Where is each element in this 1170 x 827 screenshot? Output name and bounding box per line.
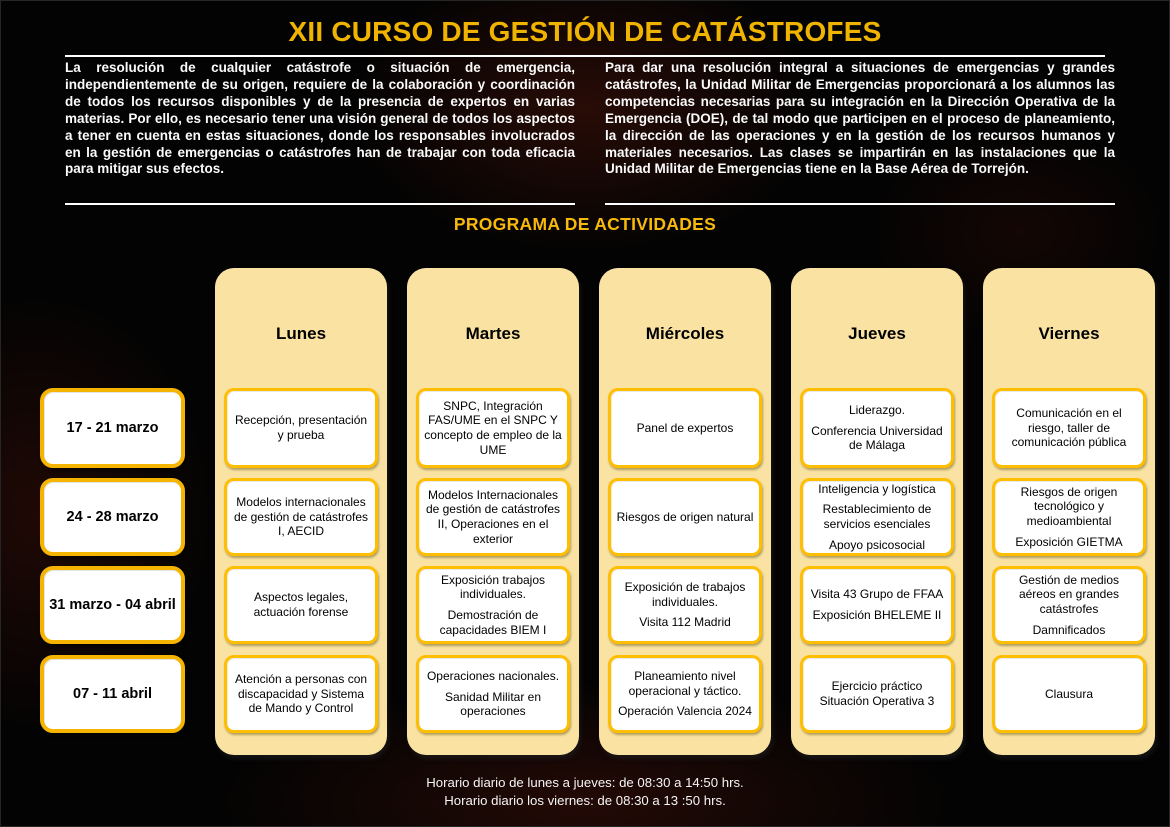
- activity-cell: [800, 388, 954, 468]
- activity-cell: [608, 478, 762, 556]
- activity-text: Exposición BHELEME II: [812, 608, 942, 622]
- date-box: [40, 655, 185, 733]
- activity-text: Modelos internacionales de gestión de catástrofes I, AECID: [233, 495, 369, 539]
- activity-text: Restablecimiento de servicios esenciales: [822, 502, 932, 531]
- activity-text: Recepción, presentación y prueba: [234, 413, 368, 442]
- activity-text: Operaciones nacionales.: [426, 669, 560, 684]
- activity-cell: [224, 478, 378, 556]
- day-column-miercoles: [599, 268, 771, 755]
- date-box: [40, 566, 185, 644]
- day-column-jueves: [791, 268, 963, 755]
- schedule-grid: [0, 268, 1170, 755]
- day-header-martes: Martes: [465, 324, 521, 343]
- activity-text: Sanidad Militar en operaciones: [444, 689, 542, 719]
- activity-cell: [224, 655, 378, 733]
- activity-text: Operación Valencia 2024: [618, 704, 752, 719]
- activity-text: Riesgos de origen natural: [616, 509, 754, 524]
- activity-text: Demostración de capacidades BIEM I: [439, 608, 547, 637]
- activity-text: Apoyo psicosocial: [828, 537, 926, 552]
- activity-text: Liderazgo.: [848, 403, 906, 418]
- activity-text: Exposición GIETMA: [1015, 534, 1123, 549]
- activity-text: Conferencia Universidad de Málaga: [811, 423, 943, 453]
- activity-text: Exposición trabajos individuales.: [440, 572, 546, 602]
- section-title: PROGRAMA DE ACTIVIDADES: [453, 214, 717, 234]
- activity-cell: [608, 388, 762, 468]
- schedule-hours: [0, 774, 1170, 809]
- activity-cell: [992, 655, 1146, 733]
- activity-cell: [992, 566, 1146, 644]
- page-title: XII CURSO DE GESTIÓN DE CATÁSTROFES: [288, 16, 882, 47]
- activity-cell: [608, 566, 762, 644]
- activity-text: Gestión de medios aéreos en grandes catástrofes: [1018, 572, 1120, 616]
- activity-text: Visita 43 Grupo de FFAA: [810, 587, 944, 602]
- activity-cell: [608, 655, 762, 733]
- hours-friday: Horario diario los viernes: de 08:30 a 13 :50 hrs.: [444, 792, 726, 808]
- activity-text: Clausura: [1044, 686, 1094, 701]
- activity-cell: [416, 478, 570, 556]
- activity-text: Exposición de trabajos individuales.: [624, 580, 746, 609]
- activity-cell: [800, 566, 954, 644]
- activity-cell: [800, 655, 954, 733]
- date-label: 07 - 11 abril: [73, 686, 152, 702]
- day-header-jueves: Jueves: [848, 324, 906, 343]
- intro-right-divider: [605, 203, 1115, 205]
- hours-weekdays: Horario diario de lunes a jueves: de 08:30 a 14:50 hrs.: [426, 775, 744, 790]
- activity-cell: [416, 655, 570, 733]
- activity-cell: [992, 388, 1146, 468]
- activity-text: Ejercicio práctico Situación Operativa 3: [819, 679, 935, 708]
- day-column-viernes: [983, 268, 1155, 755]
- date-box: [40, 478, 185, 556]
- activity-text: SNPC, Integración FAS/UME en el SNPC Y concepto de empleo de la UME: [424, 398, 562, 457]
- date-label: 24 - 28 marzo: [66, 509, 159, 525]
- activity-text: Aspectos legales, actuación forense: [253, 590, 349, 619]
- intro-paragraph-right: Para dar una resolución integral a situaciones de emergencias y grandes catástrofes, la Unidad Militar de Emergencias proporcionará a los alumnos las competencias necesarias para su integración en la Dirección Operativa de la Emergencia (DOE), de tal modo que participen en el proceso de planeamiento, la dirección de las operaciones y en la gestión de los recursos humanos y materiales necesarios. Las clases se impartirán en las instalaciones que la Unidad Militar de Emergencias tiene en la Base Aérea de Torrejón.: [605, 60, 1115, 177]
- activity-cell: [224, 566, 378, 644]
- activity-cell: [224, 388, 378, 468]
- activity-text: Riesgos de origen tecnológico y medioambiental: [1020, 484, 1118, 528]
- date-label: 31 marzo - 04 abril: [49, 597, 176, 613]
- activity-text: Visita 112 Madrid: [639, 615, 731, 630]
- intro-left-divider: [65, 203, 575, 205]
- activity-cell: [416, 388, 570, 468]
- activity-cell: [416, 566, 570, 644]
- activity-text: Modelos Internacionales de gestión de catástrofes II, Operaciones en el exterior: [425, 487, 561, 546]
- day-column-martes: [407, 268, 579, 755]
- activity-cell: [800, 478, 954, 556]
- title-divider: [65, 55, 1105, 57]
- day-column-lunes: [215, 268, 387, 755]
- activity-text: Panel de expertos: [636, 420, 734, 435]
- day-header-miercoles: Miércoles: [645, 324, 725, 343]
- activity-text: Planeamiento nivel operacional y táctico.: [628, 669, 742, 698]
- day-header-viernes: Viernes: [1038, 324, 1100, 343]
- activity-text: Damnificados: [1032, 622, 1106, 637]
- date-label: 17 - 21 marzo: [66, 420, 159, 436]
- activity-text: Inteligencia y logística: [818, 481, 936, 496]
- activity-cell: [992, 478, 1146, 556]
- activity-text: Comunicación en el riesgo, taller de comunicación pública: [1011, 406, 1127, 450]
- activity-text: Atención a personas con discapacidad y Sistema de Mando y Control: [234, 672, 368, 716]
- intro-paragraph-left: La resolución de cualquier catástrofe o situación de emergencia, independientemente de su origen, requiere de la colaboración y coordinación de todos los recursos disponibles y de la presencia de expertos en varias materias. Por ello, es necesario tener una visión general de todos los aspectos a tener en cuenta en estas situaciones, donde los responsables involucrados en la gestión de emergencias o catástrofes han de trabajar con toda eficacia para mitigar sus efectos.: [65, 60, 575, 177]
- date-box: [40, 388, 185, 468]
- day-header-lunes: Lunes: [275, 324, 327, 343]
